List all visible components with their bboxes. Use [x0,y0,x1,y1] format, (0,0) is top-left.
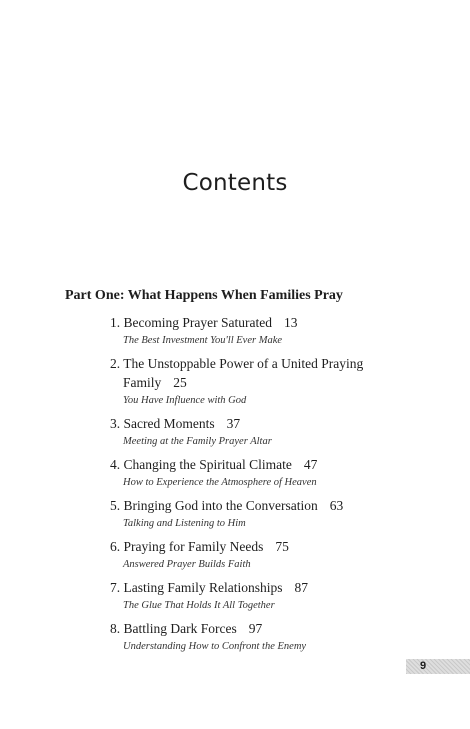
toc-entry-5 [110,496,440,531]
chapter-title: Sacred Moments [123,416,215,431]
contents-heading: Contents [182,170,288,196]
chapter-title: Changing the Spiritual Climate [123,457,292,472]
page-number: 13 [283,315,298,330]
chapter-number: 2. [110,356,121,371]
chapter-subtitle: Meeting at the Family Prayer Altar [123,436,272,447]
chapter-subtitle: You Have Influence with God [123,395,247,406]
chapter-number: 5. [110,498,121,513]
part-one-title: Part One: What Happens When Families Pray [65,288,343,303]
chapter-subtitle: Talking and Listening to Him [123,518,246,529]
chapter-subtitle: How to Experience the Atmosphere of Heaven [123,477,317,488]
toc-entry-title [110,496,440,515]
chapter-title: Praying for Family Needs [123,539,264,554]
toc-entry-title [110,578,440,597]
chapter-title-continued: Family [123,375,162,390]
folio-tab [406,659,470,674]
chapter-title: Lasting Family Relationships [123,580,283,595]
chapter-subtitle: Understanding How to Confront the Enemy [123,641,307,652]
chapter-title: Bringing God into the Conversation [123,498,318,513]
toc-entry-title [110,619,440,638]
toc-entry-title [110,414,440,433]
chapter-number: 3. [110,416,121,431]
chapter-title: Battling Dark Forces [123,621,237,636]
toc-entry-title [110,455,440,474]
toc-entry-title [110,313,440,332]
chapter-number: 7. [110,580,121,595]
folio-page-number: 9 [420,660,427,672]
page-number: 75 [275,539,289,554]
chapter-subtitle: Answered Prayer Builds Faith [123,559,251,570]
toc-entry-1 [110,313,440,348]
toc-entry-4 [110,455,440,490]
toc-entry-8 [110,619,440,654]
page-number: 25 [173,375,187,390]
chapter-number: 1. [110,315,121,330]
toc-entry-3 [110,414,440,449]
chapter-number: 4. [110,457,121,472]
chapter-number: 6. [110,539,121,554]
toc-entry-6 [110,537,440,572]
toc-entry-2 [110,354,440,408]
toc-list [110,313,440,660]
page-number: 87 [294,580,308,595]
toc-entry-title [110,537,440,556]
chapter-subtitle: The Glue That Holds It All Together [123,600,275,611]
chapter-title: Becoming Prayer Saturated [123,315,272,330]
toc-entry-title [110,354,440,373]
page-number: 63 [329,498,344,513]
chapter-number: 8. [110,621,121,636]
toc-entry-7 [110,578,440,613]
toc-entry-title-continued [110,373,440,392]
page-number: 37 [226,416,241,431]
chapter-title: The Unstoppable Power of a United Praying [123,356,364,371]
page-number: 47 [303,457,318,472]
page-number: 97 [248,621,263,636]
chapter-subtitle: The Best Investment You'll Ever Make [123,335,283,346]
